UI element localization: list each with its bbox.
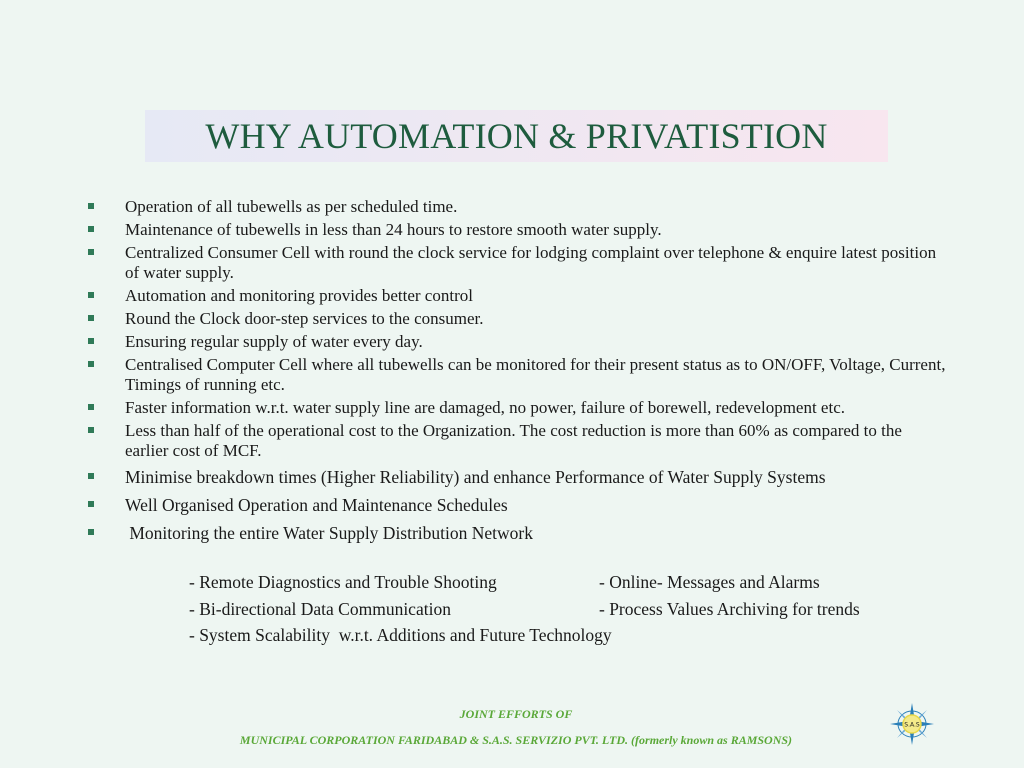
footer-line-2: MUNICIPAL CORPORATION FARIDABAD & S.A.S. SERVIZIO PVT. LTD. (formerly known as RAMSONS) [239, 733, 793, 747]
list-item [86, 220, 946, 240]
list-item [86, 332, 946, 352]
footer-line-1: JOINT EFFORTS OF [459, 707, 573, 721]
sub-item: - System Scalability w.r.t. Additions and Future Technology [189, 625, 612, 645]
list-item-text: Less than half of the operational cost to the Organization. The cost reduction is more than 60% as compared to the earlier cost of MCF. [125, 421, 902, 460]
list-item-text: Round the Clock door-step services to the consumer. [125, 309, 484, 328]
list-item [86, 355, 946, 395]
sub-row [189, 569, 949, 596]
monitoring-sub-list [189, 569, 949, 649]
list-item-text: Faster information w.r.t. water supply line are damaged, no power, failure of borewell, redevelopment etc. [125, 398, 845, 417]
list-item-text: Well Organised Operation and Maintenance Schedules [125, 495, 508, 515]
list-item [86, 523, 946, 543]
sub-item: - Process Values Archiving for trends [599, 598, 860, 619]
square-bullet-icon [88, 338, 94, 344]
list-item [86, 243, 946, 283]
bullet-list [86, 197, 946, 551]
list-item [86, 309, 946, 329]
list-item-text: Monitoring the entire Water Supply Distribution Network [125, 523, 534, 543]
list-item-text: Centralized Consumer Cell with round the clock service for lodging complaint over telephone & enquire latest position of water supply. [125, 243, 937, 282]
list-item [86, 495, 946, 515]
compass-star-logo-icon [888, 702, 936, 746]
square-bullet-icon [88, 361, 94, 367]
square-bullet-icon [88, 315, 94, 321]
sub-item: - Remote Diagnostics and Trouble Shooting [189, 572, 497, 592]
logo-text: S.A.S [904, 721, 920, 729]
square-bullet-icon [88, 529, 94, 535]
sub-item: - Online- Messages and Alarms [599, 572, 820, 592]
square-bullet-icon [88, 203, 94, 209]
list-item-text: Minimise breakdown times (Higher Reliability) and enhance Performance of Water Supply Systems [125, 467, 826, 487]
square-bullet-icon [88, 473, 94, 479]
title-banner [145, 110, 888, 162]
slide-title: WHY AUTOMATION & PRIVATISTION [205, 116, 828, 156]
list-item-text: Maintenance of tubewells in less than 24 hours to restore smooth water supply. [125, 220, 662, 239]
list-item-text: Centralised Computer Cell where all tubewells can be monitored for their present status as to ON/OFF, Voltage, Current, Timings of running etc. [125, 355, 946, 394]
square-bullet-icon [88, 501, 94, 507]
list-item-text: Ensuring regular supply of water every day. [125, 332, 423, 351]
list-item [86, 197, 946, 217]
square-bullet-icon [88, 427, 94, 433]
square-bullet-icon [88, 292, 94, 298]
list-item-text: Operation of all tubewells as per scheduled time. [125, 197, 458, 216]
square-bullet-icon [88, 226, 94, 232]
sub-item: - Bi-directional Data Communication [189, 598, 451, 619]
sub-row [189, 596, 949, 623]
list-item-text: Automation and monitoring provides better control [125, 286, 473, 305]
square-bullet-icon [88, 404, 94, 410]
list-item [86, 286, 946, 306]
list-item [86, 421, 946, 461]
sub-row [189, 622, 949, 649]
square-bullet-icon [88, 249, 94, 255]
list-item [86, 467, 946, 487]
list-item [86, 398, 946, 418]
